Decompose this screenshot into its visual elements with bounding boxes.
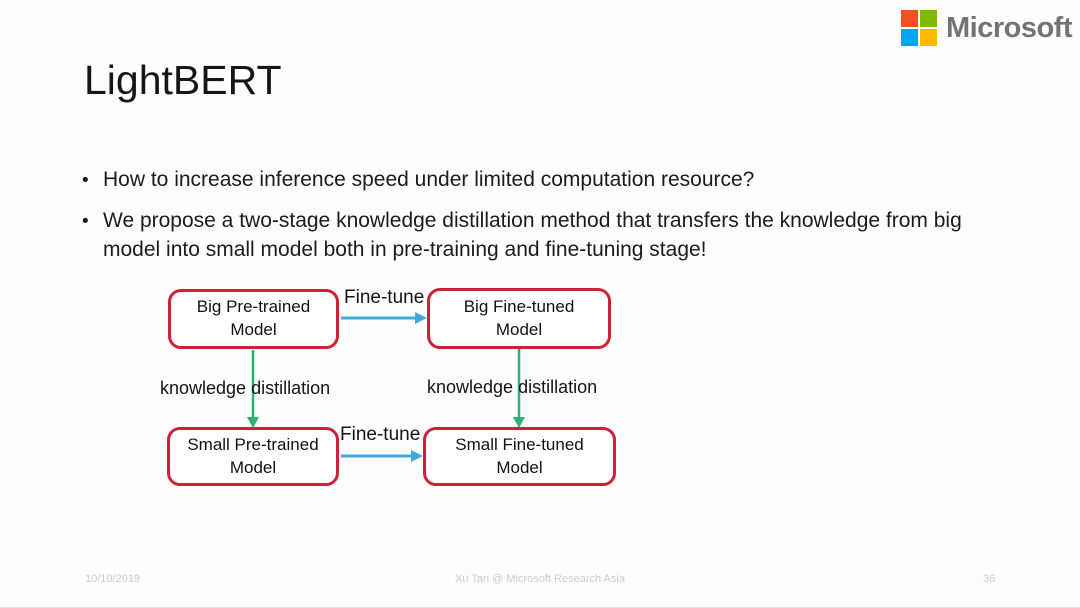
logo-square-yellow <box>920 29 937 46</box>
box-small-finetuned-model <box>423 427 616 486</box>
knowledge-distillation-label-left: knowledge distillation <box>160 378 331 398</box>
box-label-line2: Model <box>496 457 543 477</box>
footer-credit: Xu Tan @ Microsoft Research Asia <box>455 573 625 585</box>
box-label-line2: Model <box>229 457 277 477</box>
bullet-item-1 <box>82 166 1030 195</box>
microsoft-logo-icon <box>901 10 937 46</box>
fine-tune-label-top: Fine-tune <box>344 287 425 308</box>
bullet-text-2: We propose a two-stage knowledge distillation method that transfers the knowledge from big model into small model both in pre-training and fine-tuning stage! <box>103 209 962 262</box>
footer-page-number: 36 <box>983 573 996 585</box>
slide-title: LightBERT <box>84 57 282 103</box>
footer-date: 10/10/2019 <box>85 573 141 585</box>
box-label-line2: Model <box>230 320 277 339</box>
fine-tune-arrowhead-top <box>415 312 427 324</box>
box-label-line1: Small Fine-tuned <box>455 434 584 454</box>
microsoft-wordmark: Microsoft <box>946 11 1072 44</box>
logo-square-blue <box>901 29 918 46</box>
knowledge-distillation-label-right: knowledge distillation <box>427 377 598 397</box>
bullet-text-1: How to increase inference speed under limited computation resource? <box>103 168 755 191</box>
box-label-line2: Model <box>495 319 543 339</box>
bullet-item-2 <box>82 207 1030 265</box>
box-label-line1: Small Pre-trained <box>187 434 319 454</box>
box-label-line1: Big Pre-trained <box>196 297 311 317</box>
fine-tune-label-bottom: Fine-tune <box>340 424 421 445</box>
microsoft-logo <box>901 10 1072 46</box>
logo-square-red <box>901 10 918 27</box>
box-big-pretrained-model <box>168 289 339 349</box>
box-small-pretrained-model <box>167 427 339 486</box>
box-label-line1: Big Fine-tuned <box>463 296 575 316</box>
bullet-list <box>82 166 1030 277</box>
box-big-finetuned-model <box>427 288 611 349</box>
bullet-marker: • <box>82 211 89 233</box>
bullet-marker: • <box>82 170 89 191</box>
fine-tune-arrowhead-bottom <box>411 450 423 462</box>
logo-square-green <box>920 10 937 27</box>
